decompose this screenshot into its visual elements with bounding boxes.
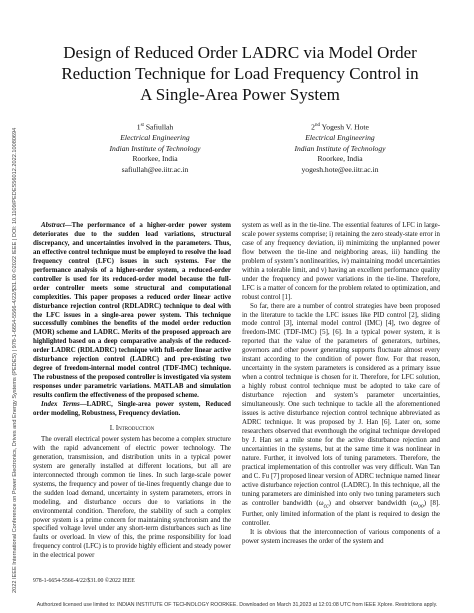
license-footer: Authorized licensed use limited to: INDIAN INSTITUTE OF TECHNOLOGY ROORKEE. Downloaded on March 31,2023 at 12:01:08 UTC from IEEE Xplore. Restrictions apply. xyxy=(36,602,438,608)
left-column xyxy=(33,222,231,561)
omega-c-symbol: ω xyxy=(318,499,324,507)
author-ordinal: 1 xyxy=(136,122,141,132)
right-paragraph-2-b: ) and observer bandwidth ( xyxy=(328,499,414,507)
paper-title xyxy=(40,42,440,105)
author-email[interactable]: safiullah@ee.iitr.ac.in xyxy=(121,164,189,174)
author-ordinal: 2 xyxy=(311,122,315,132)
right-paragraph-1: system as well as in the tie-line. The essential features of LFC in large-scale power systems comprise; i) retaining the zero steady-state error in case of any frequency deviation, ii) minimizing the unplanned power flow between the tie-line and neighboring areas, iii) handling the problem of system’s nonlinearities, iv) maintaining model uncertainties within a tolerable limit, and v) having an excellent performance quality under the frequency and power variations in the tie-line. Therefore, LFC is a matter of concern for the problem related to optimization, and robust control [1]. xyxy=(242,222,440,301)
index-terms xyxy=(33,401,231,419)
conference-doi-strip xyxy=(3,95,18,595)
conference-doi-text: 2022 IEEE International Conference on Power Electronics, Drives and Energy Systems (PEDES) | 978-1-6654-5566-4/22/$31.00 ©2022 IEEE | DOI: 10.1109/PEDES56012.2022.10080694 xyxy=(12,127,18,593)
index-terms-text: —LADRC, Single-area power system, Reduced order modeling, Robustness, Frequency deviation. xyxy=(33,401,232,418)
section-heading-introduction: I. Introduction xyxy=(109,423,155,432)
copyright-notice: 978-1-6654-5566-4/22/$31.00 ©2022 IEEE xyxy=(33,578,135,584)
author-block-2 xyxy=(255,121,425,176)
right-paragraph-2 xyxy=(242,303,440,529)
author-block-1 xyxy=(70,121,240,176)
abstract-text: —The performance of a higher-order power system deteriorates due to the sudden load variations, structural discrepancy, and uncertainties involved in the parameters. Thus, an effective control technique must be employed to resolve the load frequency control (LFC) issues in such systems. For the performance analysis of a higher-order system, a reduced-order controller is used for its reduced-order model because the full-order controller meets some structural and computational complexities. This paper proposes a reduced order linear active disturbance rejection control (RDLADRC) technique to deal with the LFC issues in a single-area power system. This technique successfully combines the benefits of the model order reduction (MOR) scheme and LADRC. Merits of the proposed approach are highlighted based on a deep comparative analysis of the reduced-order LADRC (RDLADRC) technique with full-order linear active disturbance rejection control (LADRC) and pre-existing two degree of freedom-internal model control (TDF-IMC) technique. The robustness of the proposed controller is investigated via system responses under parametric variations. MATLAB and simulation results confirm the effectiveness of the proposed scheme. xyxy=(33,222,231,400)
omega-c-subscript: cc xyxy=(323,502,329,509)
author-institute: Indian Institute of Technology xyxy=(109,143,201,153)
abstract-label: Abstract xyxy=(41,222,65,229)
author-city: Roorkee, India xyxy=(132,154,178,164)
right-paragraph-2-c: ) [8]. Further, only limited information of the plant is required to design the controller. xyxy=(242,499,440,527)
author-name: Safiullah xyxy=(145,122,174,132)
author-institute: Indian Institute of Technology xyxy=(294,143,386,153)
author-email[interactable]: yogesh.hote@ee.iitr.ac.in xyxy=(301,164,379,174)
title-line-3: A Single-Area Power System xyxy=(140,85,340,104)
abstract xyxy=(33,222,231,401)
author-ordinal-suffix: nd xyxy=(314,123,320,128)
omega-o-subscript: oo xyxy=(417,502,424,509)
title-line-1: Design of Reduced Order LADRC via Model Order xyxy=(63,43,417,62)
author-name-line xyxy=(70,121,240,133)
omega-o-symbol: ω xyxy=(413,499,418,507)
author-city: Roorkee, India xyxy=(317,154,363,164)
index-terms-label: Index Terms xyxy=(41,401,80,409)
author-name-line xyxy=(255,121,425,133)
right-paragraph-2-a: So far, there are a number of control strategies have been proposed in the literature to tackle the LFC issues like PID control [2], sliding mode control [3], internal model control (IMC) [4], two degree of freedom-IMC (TDF-IMC) [5], [6]. In a typical power system, it is reported that the value of the parameters of generators, turbines, governors and other power generating supports fluctuate almost every instant according to the condition of power flow. For that reason, uncertainty in the system parameters is considered as a primary issue when a control technique is chosen for it. Therefore, for LFC solution, a highly robust control technique must be adopted to take care of disturbance rejection and system’s parameter uncertainties, simultaneously. One such technique to tackle all the aforementioned issues is active disturbance rejection control technique abbreviated as ADRC technique. It was proposed by J. Han [6]. Later on, some researchers observed that eventhough the original technique developed by J. Han set a mile stone for the active disturbance rejection and uncertainties in the systems, but at the same time it was nonlinear in nature. Further, it involved lots of tuning parameters. Therefore, the practical implementation of this controller was very difficult. Wan Tan and C. Fu [7] proposed linear version of ADRC technique named linear active disturbance rejection control (LADRC). In this technique, all the tuning parameters are diminished into only two tuning parameters such as controller bandwidth ( xyxy=(242,302,440,507)
author-ordinal-suffix: st xyxy=(140,123,144,128)
right-paragraph-3: It is obvious that the interconnection of various components of a power system increases the order of the system and xyxy=(242,528,440,545)
intro-paragraph-1: The overall electrical power system has become a complex structure with the rapid advancement of electric power technology. The generation, transmission, and distribution units in a typical power system are generally installed at different locations, but all are interconnected through common tie lines. In such large-scale power systems, the frequency and power of tie-lines frequently change due to the sudden load demand, uncertainty in system parameters, errors in modeling, and disturbance occurs due to variations in the environmental condition. Therefore, the stability of such a complex power system is a prime concern for maintaining synchronism and the specified voltage level under any short-term disturbances such as line faults or overload. In view of this, the prime responsibility for load frequency control (LFC) is to provide highly efficient and steady power in the electrical power xyxy=(33,435,231,560)
right-column xyxy=(242,222,440,547)
author-department: Electrical Engineering xyxy=(305,133,375,143)
author-department: Electrical Engineering xyxy=(120,133,190,143)
author-name: Yogesh V. Hote xyxy=(321,122,369,132)
title-line-2: Reduction Technique for Load Frequency Control in xyxy=(61,64,419,83)
